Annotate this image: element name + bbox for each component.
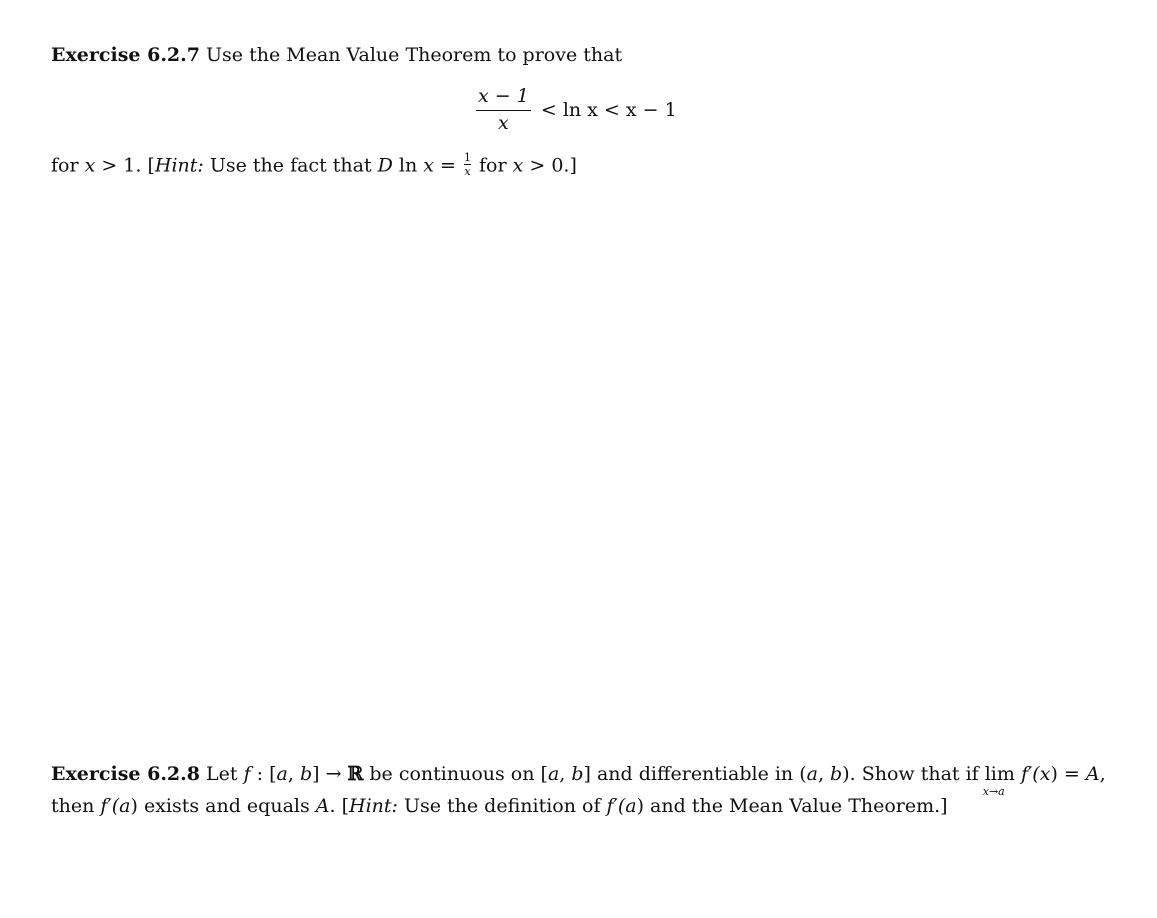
operator-d: D	[377, 154, 393, 177]
text: ,	[817, 763, 831, 785]
text: ] and differentiable in (	[583, 763, 807, 785]
text: ) =	[1050, 763, 1086, 785]
limit-operator	[982, 763, 1015, 798]
hint-label: Hint:	[349, 795, 398, 817]
variable-a: a	[547, 763, 560, 785]
hint-text: Use the definition of	[397, 795, 607, 817]
text: Let	[200, 763, 244, 785]
variable-b: b	[299, 763, 313, 785]
text: ,	[287, 763, 300, 785]
ln: ln	[392, 154, 424, 177]
inline-fraction-numerator: 1	[463, 151, 471, 164]
text: ,	[1099, 763, 1106, 785]
variable-a: a	[806, 763, 818, 785]
variable-x: x	[512, 154, 524, 177]
text: then	[51, 795, 101, 817]
fraction-bar	[476, 110, 531, 111]
variable-x: x	[1039, 763, 1051, 785]
text: for	[51, 154, 85, 177]
exercise-6-2-8-statement	[51, 763, 1106, 798]
f-prime: f′(	[100, 795, 120, 817]
inline-fraction	[464, 152, 471, 177]
inequality-rest: < ln x < x − 1	[540, 99, 677, 122]
f-prime: f′(	[1014, 763, 1040, 785]
variable-a: a	[119, 795, 131, 817]
variable-a: a	[625, 795, 637, 817]
equals: =	[433, 154, 462, 177]
text: ) exists and equals	[130, 795, 316, 817]
text: for	[472, 154, 513, 177]
fraction	[476, 86, 531, 135]
exercise-6-2-7-condition	[51, 151, 577, 179]
text: ] →	[312, 763, 348, 785]
variable-b: b	[571, 763, 584, 785]
hint-label: Hint:	[154, 154, 204, 177]
exercise-6-2-7-statement	[51, 46, 622, 65]
inline-fraction-denominator: x	[464, 165, 471, 178]
text: > 1. [	[95, 154, 155, 177]
real-numbers-symbol: ℝ	[347, 763, 364, 785]
exercise-6-2-8-continuation	[51, 797, 948, 816]
text: : [	[250, 763, 277, 785]
exercise-6-2-8-label: Exercise 6.2.8	[51, 763, 200, 785]
hint-text: Use the fact that	[203, 154, 378, 177]
fraction-denominator: x	[498, 111, 509, 134]
text: be continuous on [	[363, 763, 548, 785]
variable-A: A	[1085, 763, 1100, 785]
limit-subscript: x→a	[982, 785, 1005, 798]
inequality-display	[476, 86, 677, 136]
exercise-6-2-7-label: Exercise 6.2.7	[51, 44, 200, 66]
f-prime: f′(	[606, 795, 626, 817]
fraction-numerator: x − 1	[478, 85, 529, 107]
variable-f: f	[243, 763, 251, 785]
variable-a: a	[276, 763, 288, 785]
exercise-6-2-7-intro: Use the Mean Value Theorem to prove that	[206, 44, 623, 66]
variable-A: A	[315, 795, 330, 817]
text: > 0.]	[523, 154, 577, 177]
variable-b: b	[830, 763, 843, 785]
variable-x: x	[423, 154, 434, 177]
text: ,	[559, 763, 572, 785]
limit-text: lim	[984, 763, 1015, 785]
text: . [	[329, 795, 350, 817]
variable-x: x	[84, 154, 96, 177]
text: ) and the Mean Value Theorem.]	[636, 795, 948, 817]
text: ). Show that if	[842, 763, 985, 785]
